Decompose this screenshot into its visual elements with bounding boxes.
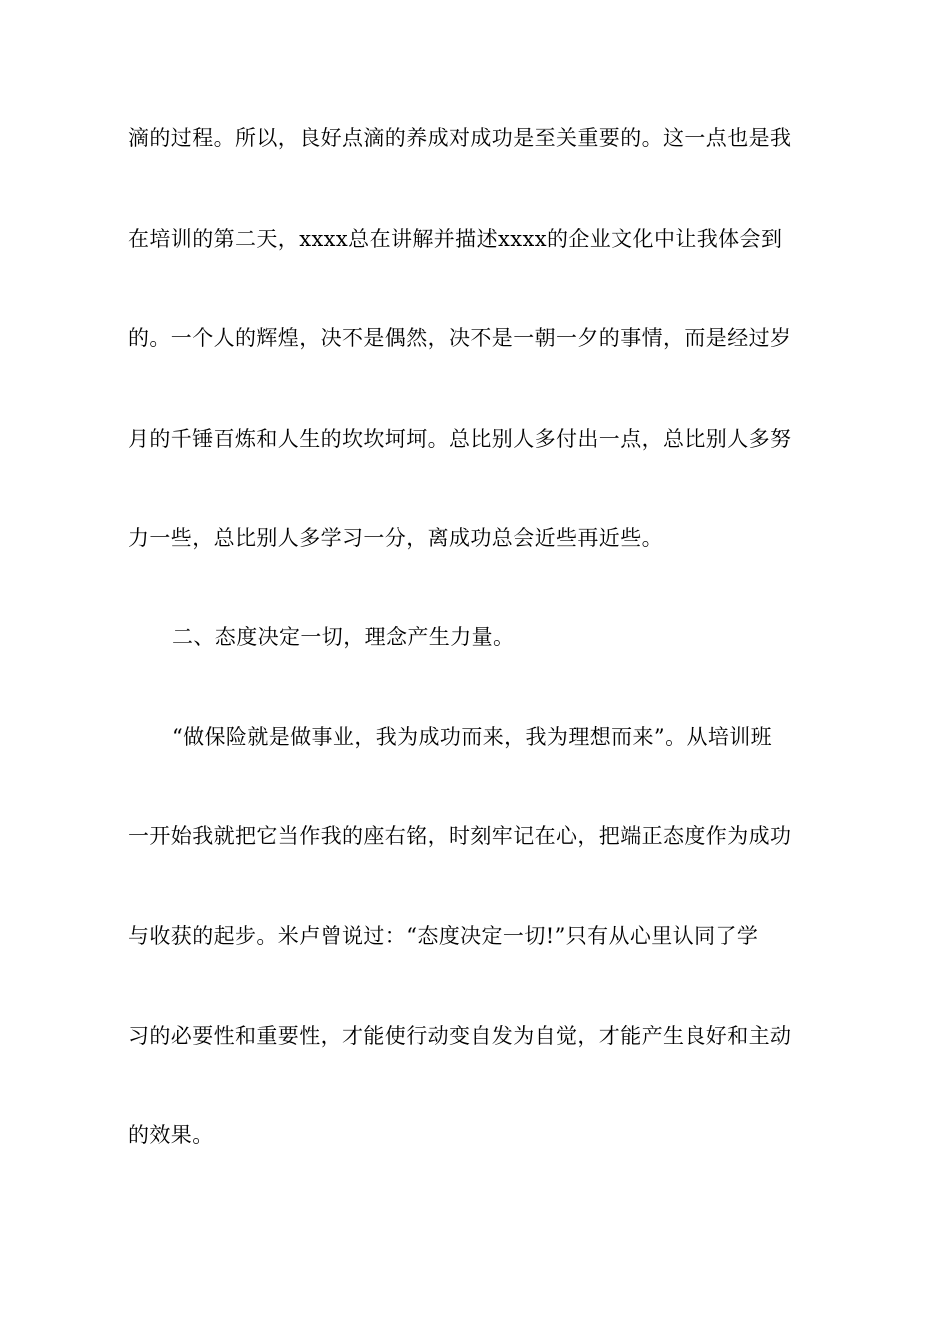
paragraph-3-line-5: 的效果。 [128,1123,214,1147]
paragraph-3-line-1: “做保险就是做事业，我为成功而来，我为理想而来”。从培训班 [172,725,773,749]
paragraph-3-line-4: 习的必要性和重要性，才能使行动变自发为自觉，才能产生良好和主动 [128,1024,792,1048]
section-heading-2: 二、态度决定一切，理念产生力量。 [172,625,515,649]
paragraph-1-line-1: 滴的过程。所以，良好点滴的养成对成功是至关重要的。这一点也是我 [128,126,792,150]
paragraph-1-line-5: 力一些，总比别人多学习一分，离成功总会近些再近些。 [128,526,663,550]
paragraph-1-line-4: 月的千锤百炼和人生的坎坎坷坷。总比别人多付出一点，总比别人多努 [128,427,792,451]
paragraph-3-line-2: 一开始我就把它当作我的座右铭，时刻牢记在心，把端正态度作为成功 [128,824,792,848]
paragraph-3-line-3: 与收获的起步。米卢曾说过：“态度决定一切!”只有从心里认同了学 [128,924,759,948]
paragraph-1-line-2: 在培训的第二天，xxxx总在讲解并描述xxxx的企业文化中让我体会到 [128,227,783,251]
paragraph-1-line-3: 的。一个人的辉煌，决不是偶然，决不是一朝一夕的事情，而是经过岁 [128,326,792,350]
